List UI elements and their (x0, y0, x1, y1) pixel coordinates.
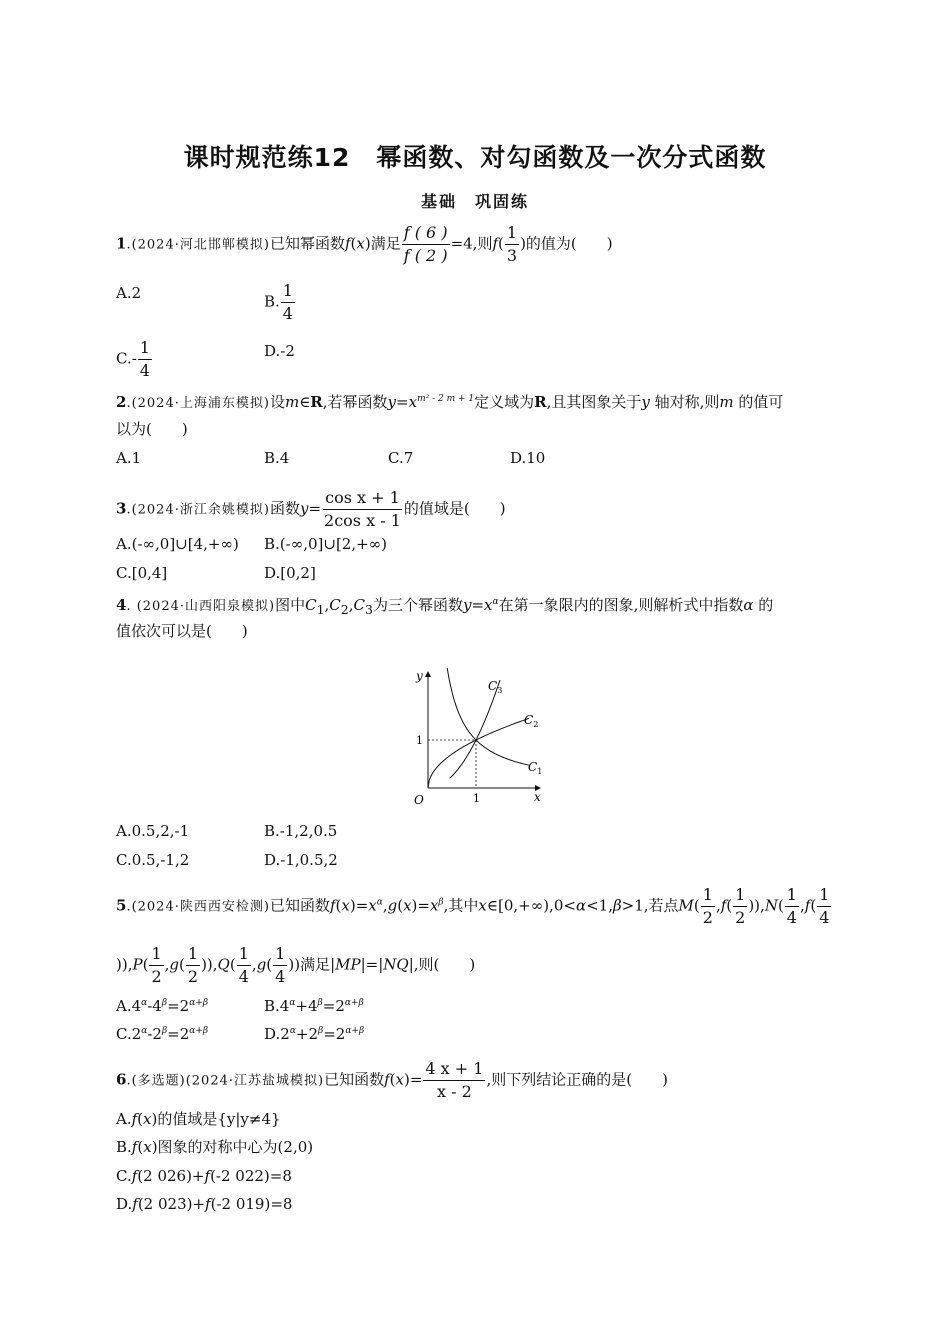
question-5: 5.(2024·陕西西安检测)已知函数$f(x)=x^\alpha,g(x)=x^\beta$,其中x∈[0,+∞),0<α<1,β>1,若点M( $\frac{1}{2}$ ,f( $\frac{1}{2}$ )),N( $\frac{1}{4}$ ,f( $\frac{1}{4}$ (116, 885, 830, 927)
q1-number: 1 (116, 234, 127, 253)
q3-function-fraction: $\frac{\text{cos x + 1}}{\text{2cos x - 1}}$ (324, 488, 401, 530)
q1-option-b[interactable]: B. $\frac{1}{4}$ (264, 281, 293, 323)
q6-option-a[interactable]: A.f(x)的值域是{y|y≠4} (116, 1110, 281, 1128)
q5-option-d[interactable]: $D.2^\alpha+2^\beta=2^{\alpha+\beta}$ (264, 1025, 365, 1043)
label-c1: $C_1$ (528, 760, 543, 776)
question-4: 4. (2024·山西阳泉模拟)图中$C_1,C_2,C_3$为三个幂函数$y=x^\alpha$在第一象限内的图象,则解析式中指数α 的 (116, 596, 774, 617)
curve-c2 (428, 718, 529, 788)
q1-ratio-fraction: $\frac{f ( 6 )}{f ( 2 )}$ (403, 223, 448, 265)
label-c2: $C_2$ (524, 713, 539, 729)
q1-source: .(2024·河北邯郸模拟) (126, 237, 270, 253)
q4-option-d[interactable]: D.-1,0.5,2 (264, 851, 338, 869)
label-one-y: 1 (416, 734, 423, 747)
q4-option-a[interactable]: A.0.5,2,-1 (116, 822, 190, 840)
q4-option-b[interactable]: B.-1,2,0.5 (264, 822, 338, 840)
q3-option-c[interactable]: C.[0,4] (116, 564, 168, 582)
q6-option-c[interactable]: C.f(2 026)+f(-2 022)=8 (116, 1167, 292, 1185)
q6-option-b[interactable]: B.f(x)图象的对称中心为(2,0) (116, 1138, 314, 1156)
q3-option-a[interactable]: A.(-∞,0]∪[4,+∞) (116, 535, 239, 553)
question-6: 6.(多选题)(2024·江苏盐城模拟)已知函数f(x)= $\frac{4 x + 1}{x - 2}$ ,则下列结论正确的是( ) (116, 1059, 668, 1101)
q6-option-d[interactable]: D.f(2 023)+f(-2 019)=8 (116, 1195, 293, 1213)
q5-option-c[interactable]: $C.2^\alpha-2^\beta=2^{\alpha+\beta}$ (116, 1025, 209, 1043)
q6-function-fraction: $\frac{4 x + 1}{x - 2}$ (425, 1059, 484, 1101)
curve-c3 (450, 679, 503, 778)
question-2: 2.(2024·上海浦东模拟)设m∈R,若幂函数$y=x^{m^2 - 2 m + 1}$定义域为R,且其图象关于y 轴对称,则m 的值可 (116, 393, 784, 411)
label-one-x: 1 (473, 792, 480, 805)
q5-option-a[interactable]: $A.4^\alpha-4^\beta=2^{\alpha+\beta}$ (116, 997, 209, 1015)
q1-arg-fraction: $\frac{1}{3}$ (506, 223, 518, 265)
label-origin: O (414, 793, 424, 807)
question-3: 3.(2024·浙江余姚模拟)函数y= $\frac{\text{cos x + 1}}{\text{2cos x - 1}}$ 的值域是( ) (116, 488, 506, 530)
label-c3: $C_3$ (488, 679, 503, 695)
q2-option-b[interactable]: B.4 (264, 449, 290, 467)
question-4-line2: 值依次可以是( ) (116, 622, 248, 640)
q5-option-b[interactable]: $B.4^\alpha+4^\beta=2^{\alpha+\beta}$ (264, 997, 364, 1015)
question-2-line2: 以为( ) (116, 420, 188, 438)
q2-option-a[interactable]: A.1 (116, 449, 142, 467)
q1-option-a[interactable]: A.2 (116, 284, 142, 302)
question-1: 1.(2024·河北邯郸模拟)已知幂函数f(x)满足 $\frac{f ( 6 )}{f ( 2 )}$ =4,则f( $\frac{1}{3}$ )的值为( ) (116, 223, 613, 265)
question-5-line2: )),P( $\frac{1}{2}$ ,g( $\frac{1}{2}$ )),Q( $\frac{1}{4}$ ,g( $\frac{1}{4}$ ))满足|MP|=|NQ|,则( ) (116, 944, 476, 986)
page-title: 课时规范练12 幂函数、对勾函数及一次分式函数 (183, 143, 767, 172)
q2-option-d[interactable]: D.10 (510, 449, 546, 467)
q3-option-d[interactable]: D.[0,2] (264, 564, 316, 582)
q2-option-c[interactable]: C.7 (388, 449, 414, 467)
section-subtitle: 基础 巩固练 (420, 192, 529, 211)
q1-option-d[interactable]: D.-2 (264, 342, 295, 360)
q4-option-c[interactable]: C.0.5,-1,2 (116, 851, 190, 869)
q3-option-b[interactable]: B.(-∞,0]∪[2,+∞) (264, 535, 388, 553)
label-y: y (416, 669, 423, 683)
q1-option-c[interactable]: C.- $\frac{1}{4}$ (116, 338, 150, 380)
power-function-graph (398, 664, 548, 808)
label-x: x (534, 790, 541, 804)
